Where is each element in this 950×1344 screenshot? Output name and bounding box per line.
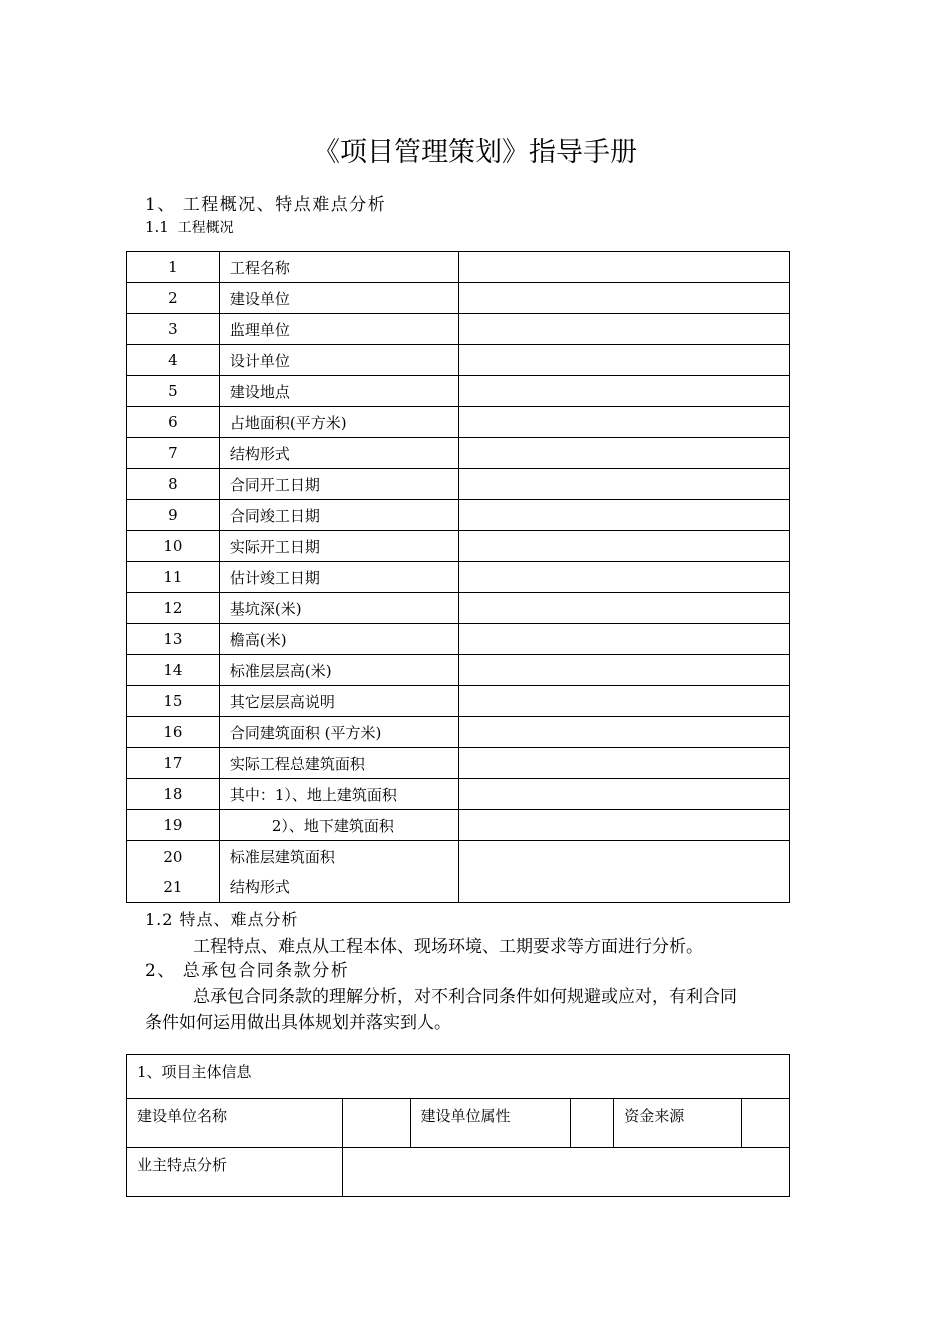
fund-source-value-cell (742, 1099, 790, 1148)
section-1-heading: 1、 工程概况、特点难点分析 (145, 195, 387, 215)
owner-analysis-value-cell (342, 1148, 789, 1197)
row-number: 12 (127, 593, 220, 624)
table-row (127, 252, 790, 283)
row-number: 4 (127, 345, 220, 376)
table-row (127, 624, 790, 655)
row-label: 结构形式 (229, 877, 290, 896)
row-number: 16 (127, 717, 220, 748)
row-number: 9 (127, 500, 220, 531)
row-value-cell (458, 500, 789, 531)
row-value-cell (458, 748, 789, 779)
row-value-cell (458, 562, 789, 593)
table-row (127, 655, 790, 686)
table-row (127, 314, 790, 345)
row-number: 15 (127, 686, 220, 717)
table-row (127, 686, 790, 717)
row-label: 2）、地下建筑面积 (219, 810, 458, 841)
row-label: 标准层建筑面积 (229, 847, 335, 866)
row-label: 合同竣工日期 (219, 500, 458, 531)
row-label: 估计竣工日期 (219, 562, 458, 593)
row-number: 3 (127, 314, 220, 345)
row-label: 基坑深(米) (219, 593, 458, 624)
row-value-cell (458, 593, 789, 624)
row-number: 7 (127, 438, 220, 469)
row-number: 10 (127, 531, 220, 562)
table-row (127, 593, 790, 624)
fund-source-label: 资金来源 (614, 1099, 742, 1148)
section-2-para-line2: 条件如何运用做出具体规划并落实到人。 (145, 1013, 451, 1033)
row-label: 檐高(米) (219, 624, 458, 655)
row-value-cell (458, 469, 789, 500)
row-value-cell (458, 283, 789, 314)
table-row (127, 1148, 790, 1197)
row-label: 监理单位 (219, 314, 458, 345)
table-row (127, 376, 790, 407)
table-row (127, 469, 790, 500)
row-value-cell (458, 624, 789, 655)
row-number: 19 (127, 810, 220, 841)
owner-attr-value-cell (571, 1099, 614, 1148)
row-label: 其中：1）、地上建筑面积 (219, 779, 458, 810)
row-label: 合同开工日期 (219, 469, 458, 500)
row-label: 工程名称 (219, 252, 458, 283)
page-title: 《项目管理策划》指导手册 (313, 137, 637, 168)
row-number: 2 (127, 283, 220, 314)
project-overview-table (126, 251, 790, 903)
row-value-cell (458, 314, 789, 345)
row-number: 11 (127, 562, 220, 593)
table-row (127, 748, 790, 779)
table-row (127, 1099, 790, 1148)
row-label: 建设地点 (219, 376, 458, 407)
section-1-1-number: 1.1 (145, 218, 169, 236)
row-label: 其它层层高说明 (219, 686, 458, 717)
row-label: 设计单位 (219, 345, 458, 376)
row-label: 建设单位 (219, 283, 458, 314)
row-value-cell (458, 779, 789, 810)
row-number: 17 (127, 748, 220, 779)
row-value-cell (458, 717, 789, 748)
row-label: 实际开工日期 (219, 531, 458, 562)
owner-analysis-label: 业主特点分析 (127, 1148, 343, 1197)
table-row (127, 438, 790, 469)
row-label: 占地面积(平方米) (219, 407, 458, 438)
table-row (127, 562, 790, 593)
owner-name-label: 建设单位名称 (127, 1099, 343, 1148)
row-number: 20 (163, 847, 183, 866)
row-label: 结构形式 (219, 438, 458, 469)
row-value-cell (458, 438, 789, 469)
table-row (127, 407, 790, 438)
overview-table-body (127, 252, 790, 903)
row-value-cell (458, 376, 789, 407)
row-value-cell (458, 810, 789, 841)
section-2-para-line1: 总承包合同条款的理解分析，对不利合同条件如何规避或应对，有利合同 (193, 987, 737, 1007)
table-row (127, 345, 790, 376)
table-row (127, 531, 790, 562)
row-number: 5 (127, 376, 220, 407)
row-number: 18 (127, 779, 220, 810)
row-number: 21 (163, 877, 183, 896)
table-row (127, 1055, 790, 1099)
row-number: 14 (127, 655, 220, 686)
row-value-cell (458, 345, 789, 376)
row-number: 6 (127, 407, 220, 438)
section-2-heading: 2、 总承包合同条款分析 (145, 961, 350, 981)
row-number-pair (127, 841, 220, 903)
row-number: 8 (127, 469, 220, 500)
info-table-header: 1、项目主体信息 (127, 1055, 790, 1099)
section-1-2-heading: 1.2 特点、难点分析 (145, 910, 299, 929)
section-1-1-heading (145, 217, 234, 237)
row-label: 实际工程总建筑面积 (219, 748, 458, 779)
row-value-cell (458, 686, 789, 717)
table-row (127, 810, 790, 841)
row-label-pair (219, 841, 458, 903)
section-1-2-text: 工程特点、难点从工程本体、现场环境、工期要求等方面进行分析。 (193, 937, 703, 957)
row-value-cell (458, 252, 789, 283)
table-row (127, 717, 790, 748)
owner-attr-label: 建设单位属性 (410, 1099, 571, 1148)
table-row (127, 500, 790, 531)
row-value-cell (458, 655, 789, 686)
row-value-cell (458, 407, 789, 438)
owner-name-value-cell (342, 1099, 410, 1148)
table-row (127, 283, 790, 314)
row-value-cell (458, 531, 789, 562)
row-label: 标准层层高(米) (219, 655, 458, 686)
table-row (127, 841, 790, 903)
row-number: 1 (127, 252, 220, 283)
project-subject-info-table (126, 1054, 790, 1197)
table-row (127, 779, 790, 810)
section-1-1-label: 工程概况 (177, 220, 234, 236)
row-label: 合同建筑面积 (平方米) (219, 717, 458, 748)
row-value-cell (458, 841, 789, 903)
row-number: 13 (127, 624, 220, 655)
